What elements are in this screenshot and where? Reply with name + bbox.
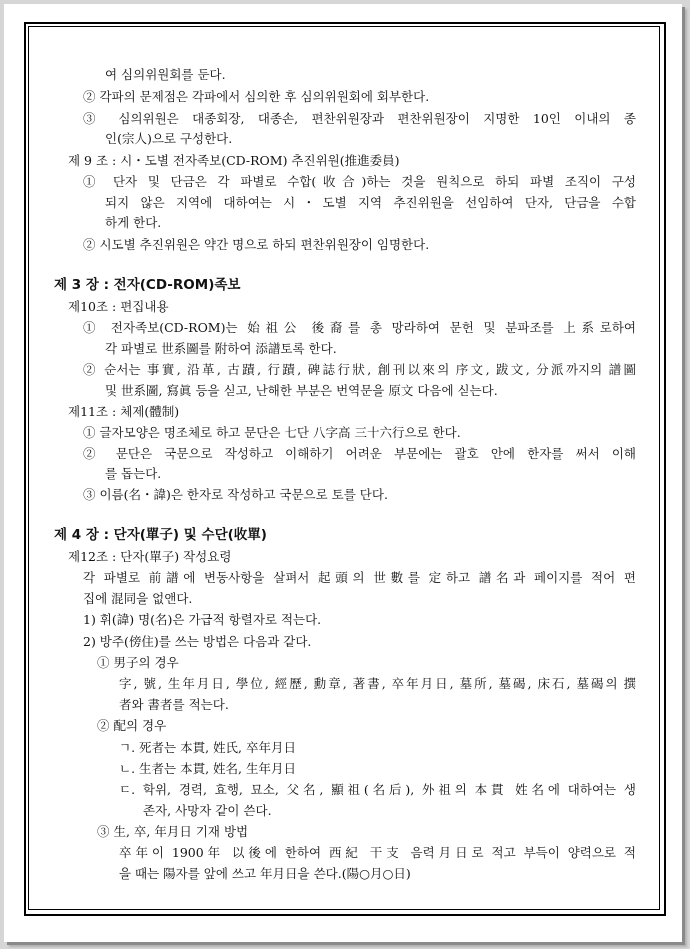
text-line: 각 파별로 世系圖를 附하여 添譜토록 한다. bbox=[105, 341, 337, 356]
text-line: 집에 混同을 없앤다. bbox=[83, 591, 193, 606]
text-line: 각 파별로 前譜에 변동사항을 살펴서 起頭의 世數를 定하고 譜名과 페이지를 적어 편 bbox=[83, 570, 636, 585]
text-line: 하게 한다. bbox=[105, 215, 162, 230]
text-line: 를 돕는다. bbox=[105, 466, 162, 481]
sub-list-item: ③ 生, 卒, 年月日 기재 방법 bbox=[97, 824, 249, 839]
article-title: 제 9 조 : 시・도별 전자족보(CD-ROM) 추진위원(推進委員) bbox=[68, 153, 400, 168]
list-item: ② 문단은 국문으로 작성하고 이해하기 어려운 부문에는 괄호 안에 한자를 써서 이해 bbox=[83, 446, 636, 461]
sub-list-item: ① 男子의 경우 bbox=[97, 655, 179, 670]
sub-list-item: ㄱ. 死者는 本貫, 姓氏, 卒年月日 bbox=[119, 740, 296, 755]
sub-list-item: ㄷ. 학위, 경력, 효행, 묘소, 父名, 顯祖(名后), 外祖의 本貫 姓名에 대하여는 생 bbox=[119, 782, 636, 797]
list-item: ② 순서는 事實, 沿革, 古蹟, 行蹟, 碑誌行狀, 創刊以來의 序文, 跋文, 分派까지의 譜圖 bbox=[83, 362, 636, 377]
chapter-heading: 제 4 장 : 단자(單子) 및 수단(收單) bbox=[54, 527, 267, 543]
sub-list-item: ② 配의 경우 bbox=[97, 718, 167, 733]
list-item: ③ 이름(名・諱)은 한자로 작성하고 국문으로 토를 단다. bbox=[83, 487, 388, 502]
text-line: 卒年이 1900年 以後에 한하여 西紀 干支 음력月日로 적고 부득이 양력으로 적 bbox=[119, 845, 636, 860]
text-line: 을 때는 陽자를 앞에 쓰고 年月日을 쓴다.(陽○月○日) bbox=[119, 866, 411, 881]
list-item: ② 각파의 문제점은 각파에서 심의한 후 심의위원회에 회부한다. bbox=[83, 89, 430, 104]
chapter-heading: 제 3 장 : 전자(CD-ROM)족보 bbox=[54, 277, 241, 293]
article-title: 제12조 : 단자(單子) 작성요령 bbox=[68, 549, 232, 564]
list-item: ① 글자모양은 명조체로 하고 문단은 七단 八字高 三十六行으로 한다. bbox=[83, 425, 461, 440]
text-line: 되지 않은 지역에 대하여는 시・도별 지역 추진위원을 선임하여 단자, 단금을 수합 bbox=[105, 195, 636, 210]
list-item: ② 시도별 추진위원은 약간 명으로 하되 편찬위원장이 임명한다. bbox=[83, 237, 430, 252]
list-item: ③ 심의위원은 대종회장, 대종손, 편찬위원장과 편찬위원장이 지명한 10인 이내의 종 bbox=[83, 111, 636, 126]
text-line: 및 世系圖, 寫眞 등을 싣고, 난해한 부분은 번역문을 原文 다음에 싣는다. bbox=[105, 383, 498, 398]
list-item: 1) 휘(諱) 명(名)은 가급적 항렬자로 적는다. bbox=[83, 612, 322, 627]
list-item: ① 전자족보(CD-ROM)는 始祖公 後裔를 총 망라하여 문헌 및 분파조를 上系로하여 bbox=[83, 320, 636, 335]
text-line: 者와 書者를 적는다. bbox=[119, 697, 229, 712]
list-item: ① 단자 및 단금은 각 파별로 수합(收合)하는 것을 원칙으로 하되 파별 조직이 구성 bbox=[83, 174, 636, 189]
article-title: 제11조 : 체제(體制) bbox=[68, 404, 180, 419]
text-line: 字, 號, 生年月日, 學位, 經歷, 勳章, 著書, 卒年月日, 墓所, 墓碣, 床石, 墓碣의 撰 bbox=[119, 676, 636, 691]
article-title: 제10조 : 편집내용 bbox=[68, 299, 169, 314]
text-line: 존자, 사망자 같이 쓴다. bbox=[143, 803, 272, 818]
text-line: 인(宗人)으로 구성한다. bbox=[105, 131, 233, 146]
sub-list-item: ㄴ. 生者는 本貫, 姓名, 生年月日 bbox=[119, 761, 296, 776]
text-line: 여 심의위원회를 둔다. bbox=[105, 67, 226, 82]
list-item: 2) 방주(傍住)를 쓰는 방법은 다음과 같다. bbox=[83, 634, 312, 649]
